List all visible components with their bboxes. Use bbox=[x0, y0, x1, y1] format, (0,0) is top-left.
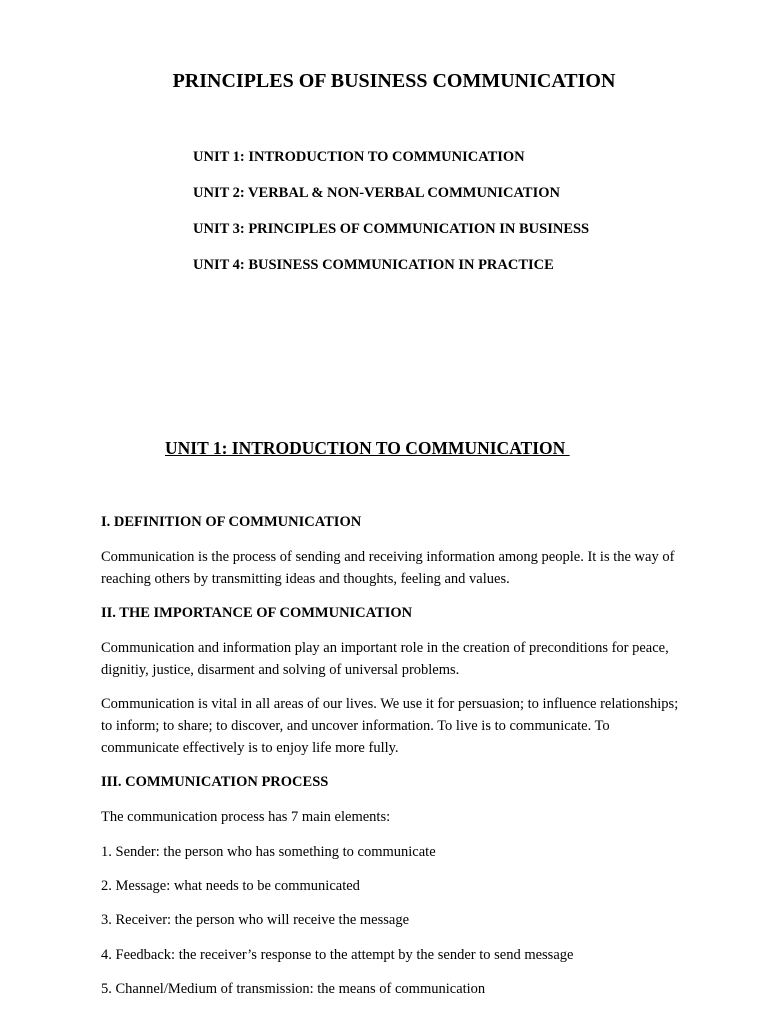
list-item-sender: 1. Sender: the person who has something to communicate bbox=[101, 844, 436, 860]
unit-list-item: UNIT 1: INTRODUCTION TO COMMUNICATION bbox=[193, 149, 525, 165]
importance-paragraph-2: Communication is vital in all areas of our lives. We use it for persuasion; to influence relationships; to inform; to share; to discover, and uncover information. To live is to communicate. To communicate effectively is to enjoy life more fully. bbox=[101, 696, 679, 756]
list-item-channel: 5. Channel/Medium of transmission: the means of communication bbox=[101, 981, 486, 997]
unit-list-item: UNIT 2: VERBAL & NON-VERBAL COMMUNICATION bbox=[193, 185, 560, 201]
unit-list-item: UNIT 3: PRINCIPLES OF COMMUNICATION IN BUSINESS bbox=[193, 221, 590, 237]
list-item-receiver: 3. Receiver: the person who will receive the message bbox=[101, 912, 410, 928]
section-heading-importance: II. THE IMPORTANCE OF COMMUNICATION bbox=[101, 605, 413, 621]
importance-paragraph-1: Communication and information play an important role in the creation of preconditions for peace, dignitiy, justice, disarment and solving of universal problems. bbox=[101, 640, 669, 678]
unit-1-heading: UNIT 1: INTRODUCTION TO COMMUNICATION bbox=[165, 438, 570, 458]
section-heading-process: III. COMMUNICATION PROCESS bbox=[101, 774, 329, 790]
definition-paragraph: Communication is the process of sending and receiving information among people. It is the way of reaching others by transmitting ideas and thoughts, feeling and values. bbox=[101, 549, 675, 587]
unit-list-item: UNIT 4: BUSINESS COMMUNICATION IN PRACTICE bbox=[193, 257, 554, 273]
process-intro: The communication process has 7 main elements: bbox=[101, 809, 391, 825]
document-title: PRINCIPLES OF BUSINESS COMMUNICATION bbox=[172, 70, 616, 92]
unit-list bbox=[193, 147, 589, 291]
list-item-message: 2. Message: what needs to be communicated bbox=[101, 878, 360, 894]
section-heading-definition: I. DEFINITION OF COMMUNICATION bbox=[101, 514, 362, 530]
list-item-feedback: 4. Feedback: the receiver’s response to the attempt by the sender to send message bbox=[101, 947, 574, 963]
